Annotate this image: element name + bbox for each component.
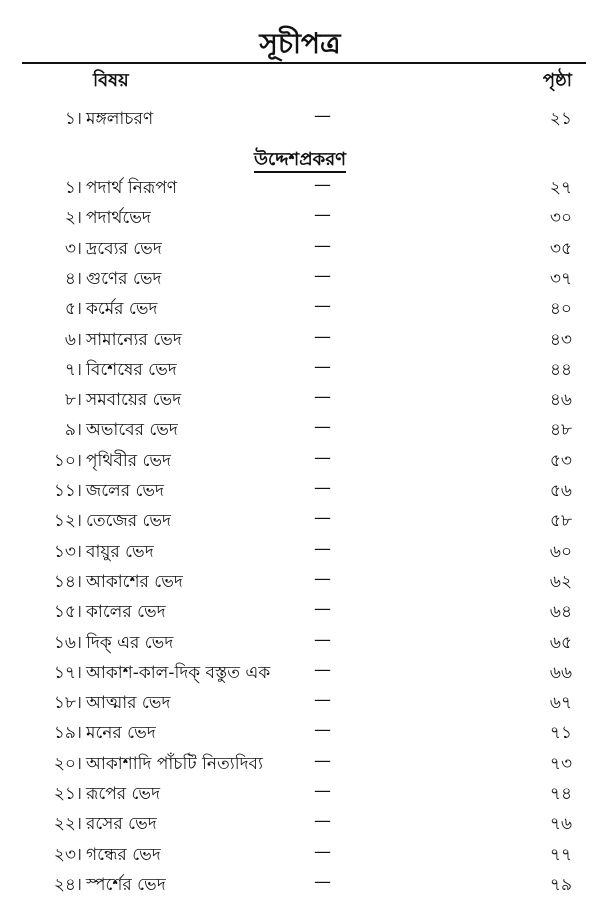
entry-number: ১।: [64, 109, 82, 129]
entry-label: অভাবের ভেদ: [86, 420, 178, 440]
contents-row: [0, 781, 600, 809]
entry-number: ২২।: [53, 814, 82, 834]
entry-dash: —: [314, 417, 331, 437]
entry-page-number: ৫৬: [549, 481, 572, 501]
page-title: সূচীপত্র: [259, 27, 341, 60]
entry-page-number: ৩০: [549, 208, 572, 228]
section-title: উদ্দেশপ্রকরণ: [254, 149, 346, 173]
entry-dash: —: [314, 448, 331, 468]
intro-row: [0, 106, 600, 134]
entry-dash: —: [314, 842, 331, 862]
contents-row: [0, 630, 600, 658]
entry-dash: —: [314, 539, 331, 559]
entry-dash: —: [314, 508, 331, 528]
entry-number: ১০।: [53, 451, 82, 471]
entry-number: ২৪।: [53, 875, 82, 895]
contents-row: [0, 660, 600, 688]
subject-column-header: বিষয়: [93, 70, 129, 91]
entry-number: ৯।: [64, 420, 82, 440]
entry-number: ১৪।: [53, 572, 82, 592]
section-heading: [0, 145, 600, 176]
entry-dash: —: [314, 781, 331, 801]
entry-page-number: ৭১: [549, 723, 572, 743]
contents-row: [0, 266, 600, 294]
entry-number: ১।: [64, 178, 82, 198]
entry-page-number: ৬৭: [549, 693, 572, 713]
entry-label: কালের ভেদ: [86, 602, 166, 622]
entry-dash: —: [314, 811, 331, 831]
entry-label: দ্রব্যের ভেদ: [86, 239, 162, 259]
entry-label: আত্মার ভেদ: [86, 693, 171, 713]
entry-number: ২।: [64, 208, 82, 228]
entry-page-number: ৩৭: [549, 269, 572, 289]
entry-label: আকাশের ভেদ: [86, 572, 183, 592]
entry-label: রূপের ভেদ: [86, 784, 161, 804]
entry-number: ১২।: [53, 511, 82, 531]
entry-label: গন্ধের ভেদ: [86, 845, 161, 865]
header-rule: [22, 62, 586, 64]
entry-number: ২৩।: [53, 845, 82, 865]
contents-row: [0, 539, 600, 567]
entry-label: আকাশাদি পাঁচটি নিত্যদিব্য: [86, 754, 263, 774]
entry-page-number: ৬৬: [549, 663, 572, 683]
entry-label: পদার্থভেদ: [86, 208, 151, 228]
entry-page-number: ৫৩: [549, 451, 572, 471]
page-column-header: পৃষ্ঠা: [542, 70, 572, 91]
entry-dash: —: [314, 236, 331, 256]
entry-label: পদার্থ নিরূপণ: [86, 178, 178, 198]
contents-row: [0, 720, 600, 748]
entry-dash: —: [314, 872, 331, 892]
entry-number: ১৭।: [53, 663, 82, 683]
contents-row: [0, 357, 600, 385]
contents-row: [0, 508, 600, 536]
entry-dash: —: [314, 660, 331, 680]
entry-label: পৃথিবীর ভেদ: [86, 451, 171, 471]
entry-label: মনের ভেদ: [86, 723, 156, 743]
entry-number: ১৯।: [53, 723, 82, 743]
contents-row: [0, 842, 600, 870]
contents-row: [0, 448, 600, 476]
entry-dash: —: [314, 266, 331, 286]
entry-number: ৭।: [64, 360, 82, 380]
contents-row: [0, 175, 600, 203]
entry-page-number: ৬৪: [549, 602, 572, 622]
entry-label: কর্মের ভেদ: [86, 299, 158, 319]
entry-number: ৬।: [64, 330, 82, 350]
contents-row: [0, 327, 600, 355]
entry-page-number: ৬০: [549, 542, 572, 562]
entry-number: ৪।: [64, 269, 82, 289]
contents-row: [0, 387, 600, 415]
entry-label: স্পর্শের ভেদ: [86, 875, 166, 895]
entry-label: সমবায়ের ভেদ: [86, 390, 182, 410]
entry-page-number: ৭৪: [549, 784, 572, 804]
entry-dash: —: [314, 175, 331, 195]
entry-page-number: ৫৮: [549, 511, 572, 531]
contents-row: [0, 599, 600, 627]
entry-label: রসের ভেদ: [86, 814, 157, 834]
entry-page-number: ৬২: [549, 572, 572, 592]
entry-number: ৩।: [64, 239, 82, 259]
entry-dash: —: [314, 720, 331, 740]
entry-page-number: ৪৬: [549, 390, 572, 410]
entry-label: মঙ্গলাচরণ: [86, 109, 154, 129]
entry-label: বায়ুর ভেদ: [86, 542, 154, 562]
entry-page-number: ৭৯: [549, 875, 572, 895]
entry-page-number: ৪৩: [549, 330, 572, 350]
contents-row: [0, 751, 600, 779]
entry-dash: —: [314, 387, 331, 407]
entry-page-number: ৪৪: [549, 360, 572, 380]
entry-dash: —: [314, 106, 331, 126]
entry-page-number: ৪০: [549, 299, 572, 319]
entry-page-number: ৬৫: [549, 633, 572, 653]
entry-page-number: ২৭: [549, 178, 572, 198]
contents-row: [0, 417, 600, 445]
entry-number: ৫।: [64, 299, 82, 319]
entry-dash: —: [314, 478, 331, 498]
entry-label: গুণের ভেদ: [86, 269, 162, 289]
entry-number: ১১।: [53, 481, 82, 501]
entry-dash: —: [314, 690, 331, 710]
entry-number: ১৩।: [53, 542, 82, 562]
entry-dash: —: [314, 296, 331, 316]
entry-label: জলের ভেদ: [86, 481, 164, 501]
entry-page-number: ৪৮: [549, 420, 572, 440]
contents-row: [0, 478, 600, 506]
contents-row: [0, 569, 600, 597]
entry-dash: —: [314, 569, 331, 589]
entry-page-number: ৭৭: [549, 845, 572, 865]
entry-number: ১৮।: [53, 693, 82, 713]
entry-number: ৮।: [64, 390, 82, 410]
entry-page-number: ৭৬: [549, 814, 572, 834]
contents-row: [0, 205, 600, 233]
entry-page-number: ৭৩: [549, 754, 572, 774]
entry-label: আকাশ-কাল-দিক্ বস্তুত এক: [86, 663, 271, 683]
entry-label: তেজের ভেদ: [86, 511, 171, 531]
contents-row: [0, 811, 600, 839]
contents-row: [0, 296, 600, 324]
entry-dash: —: [314, 630, 331, 650]
entry-label: বিশেষের ভেদ: [86, 360, 177, 380]
entry-dash: —: [314, 357, 331, 377]
entry-page-number: ২১: [549, 109, 572, 129]
entry-number: ১৬।: [53, 633, 82, 653]
contents-row: [0, 690, 600, 718]
entry-page-number: ৩৫: [549, 239, 572, 259]
entry-number: ২০।: [53, 754, 82, 774]
entry-number: ১৫।: [53, 602, 82, 622]
entry-label: দিক্ এর ভেদ: [86, 633, 174, 653]
entry-dash: —: [314, 599, 331, 619]
entry-number: ২১।: [53, 784, 82, 804]
entry-label: সামান্যের ভেদ: [86, 330, 182, 350]
contents-row: [0, 236, 600, 264]
contents-row: [0, 872, 600, 900]
entry-dash: —: [314, 327, 331, 347]
entry-dash: —: [314, 751, 331, 771]
entry-dash: —: [314, 205, 331, 225]
